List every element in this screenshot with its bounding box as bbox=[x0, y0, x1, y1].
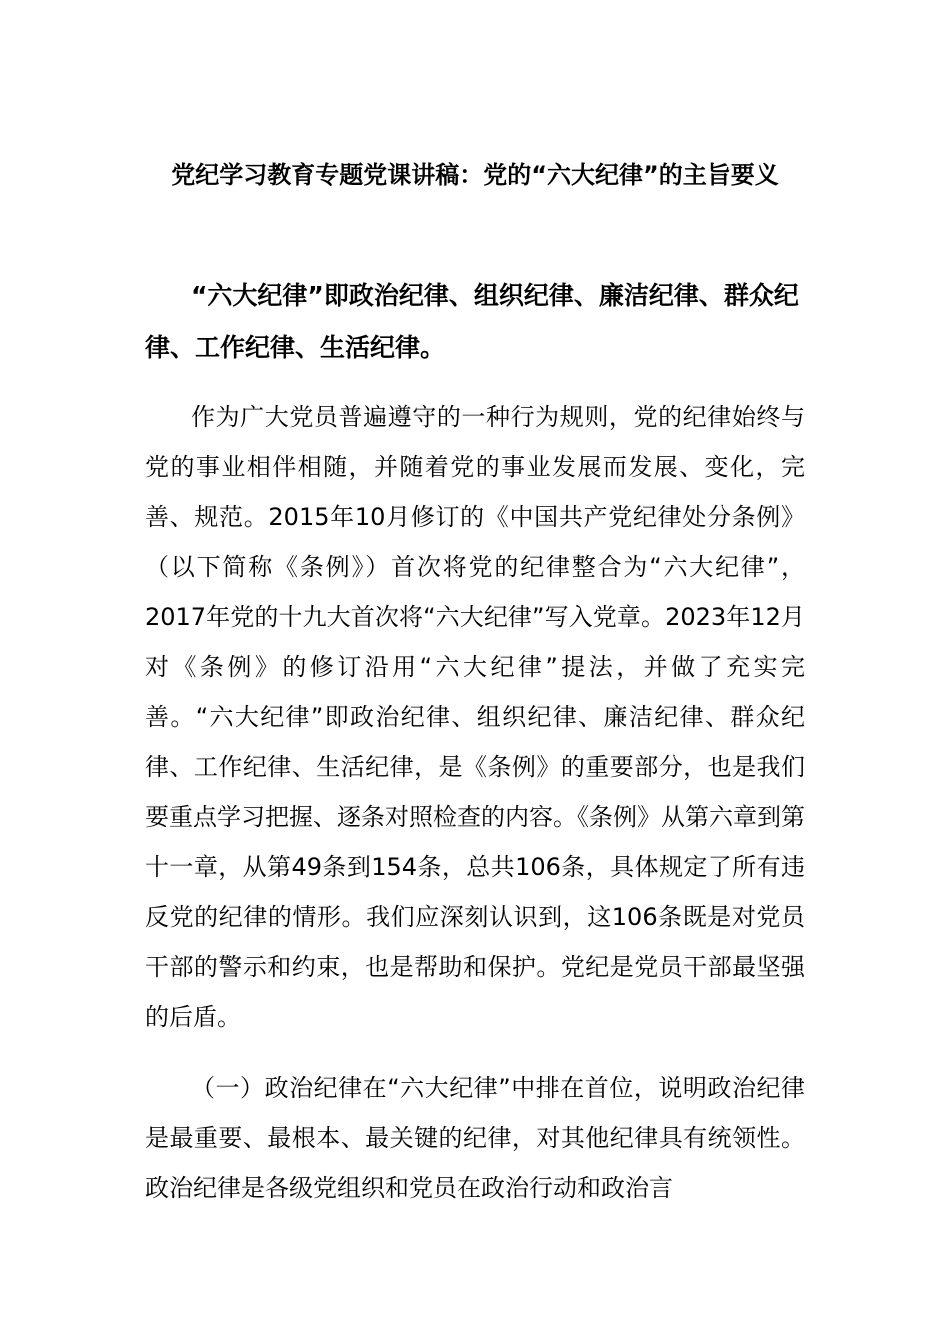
paragraph-political-discipline: （一）政治纪律在“六大纪律”中排在首位，说明政治纪律是最重要、最根本、最关键的纪律，对其他纪律具有统领性。政治纪律是各级党组织和党员在政治行动和政治言 bbox=[145, 1074, 805, 1202]
document-title: 党纪学习教育专题党课讲稿：党的“六大纪律”的主旨要义 bbox=[171, 161, 779, 189]
document-subtitle: “六大纪律”即政治纪律、组织纪律、廉洁纪律、群众纪律、工作纪律、生活纪律。 bbox=[145, 281, 799, 362]
paragraph-intro: 作为广大党员普遍遵守的一种行为规则，党的纪律始终与党的事业相伴相随，并随着党的事业发展而发展、变化，完善、规范。2015年10月修订的《中国共产党纪律处分条例》（以下简称《条例》）首次将党的纪律整合为“六大纪律”，2017年党的十九大首次将“六大纪律”写入党章。2023年12月对《条例》的修订沿用“六大纪律”提法，并做了充实完善。“六大纪律”即政治纪律、组织纪律、廉洁纪律、群众纪律、工作纪律、生活纪律，是《条例》的重要部分，也是我们要重点学习把握、逐条对照检查的内容。《条例》从第六章到第十一章，从第49条到154条，总共106条，具体规定了所有违反党的纪律的情形。我们应深刻认识到，这106条既是对党员干部的警示和约束，也是帮助和保护。党纪是党员干部最坚强的后盾。 bbox=[145, 403, 805, 1031]
